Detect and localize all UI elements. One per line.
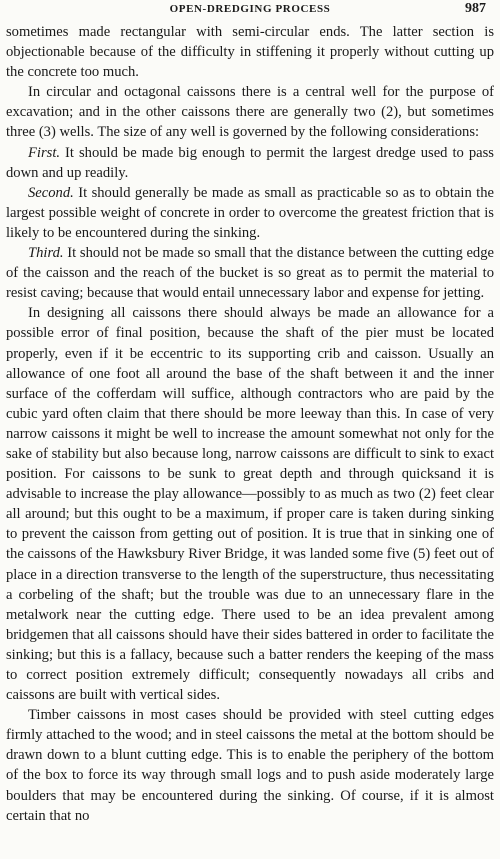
page-number: 987 [465,1,486,16]
label-second: Second. [28,184,74,201]
paragraph-first: First. It should be made big enough to permit the largest dredge used to pass down and up readily. [6,144,494,181]
paragraph-wells: In circular and octagonal caissons there is a central well for the purpose of excavation; and in the other caissons there are generally two (2), but sometimes three (3) wells. The size of any well is governed by the following considerations: [6,84,494,141]
body-text [6,22,494,826]
paragraph-second: Second. It should generally be made as small as practicable so as to obtain the largest possible weight of concrete in order to overcome the greatest friction that is likely to be encountered during the sinking. [6,184,494,241]
label-first: First. [28,144,61,161]
page-header [6,0,494,22]
paragraph-continuation: sometimes made rectangular with semi-circular ends. The latter section is objectionable because of the difficulty in stiffening it properly without cutting up the concrete too much. [6,24,494,81]
paragraph-third: Third. It should not be made so small that the distance between the cutting edge of the caisson and the reach of the bucket is so great as to permit the material to resist caving; because that would entail unnecessary labor and expense for jetting. [6,245,494,302]
label-third: Third. [28,245,64,262]
paragraph-allowance: In designing all caissons there should always be made an allowance for a possible error of final position, because the shaft of the pier must be located properly, even if it be eccentric to its supporting crib and caisson. Usually an allowance of one foot all around the base of the shaft between it and the inner surface of the cofferdam will suffice, although contractors who are paid by the cubic yard often claim that there should be more leeway than this. In case of very narrow caissons it might be well to increase the amount somewhat not only for the sake of stability but also because long, narrow caissons are difficult to sink to exact position. For caissons to be sunk to great depth and through quicksand it is advisable to increase the play allowance—possibly to as much as two (2) feet clear all around; but this ought to be a maximum, if proper care is taken during sinking to prevent the caisson from getting out of position. It is true that in sinking one of the caissons of the Hawksbury River Bridge, it was landed some five (5) feet out of place in a direction transverse to the length of the superstructure, thus necessitating a corbeling of the shaft; but the trouble was due to an unnecessary flare in the metalwork near the cutting edge. There used to be an idea prevalent among bridgemen that all caissons should have their sides battered in order to facilitate the sinking; but this is a fallacy, because such a batter renders the keeping of the mass to correct position extremely difficult; consequently nowadays all cribs and caissons are built with vertical sides. [6,305,494,704]
paragraph-cutting-edges: Timber caissons in most cases should be provided with steel cutting edges firmly attached to the wood; and in steel caissons the metal at the bottom should be drawn down to a blunt cutting edge. This is to enable the periphery of the bottom of the box to force its way through small logs and to push aside moderately large boulders that may be encountered during the sinking. Of course, if it is almost certain that no [6,707,494,824]
running-head: OPEN-DREDGING PROCESS [169,3,331,15]
